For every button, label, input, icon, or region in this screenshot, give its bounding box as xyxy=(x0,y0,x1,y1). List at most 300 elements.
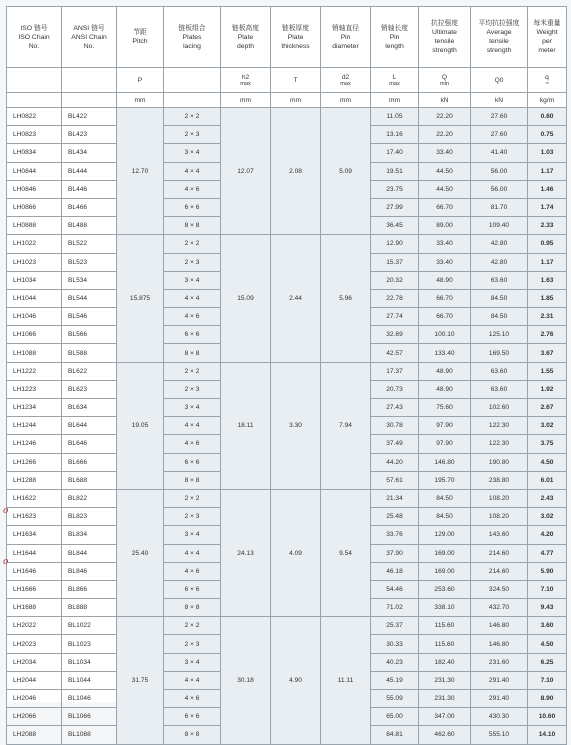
lacing-cell: 2 × 2 xyxy=(164,362,221,380)
weight-cell: 0.60 xyxy=(528,108,567,126)
weight-cell: 3.02 xyxy=(528,508,567,526)
pin-length-cell: 37.90 xyxy=(371,544,419,562)
ansi-chain-cell: BL534 xyxy=(62,271,117,289)
ansi-chain-cell: BL844 xyxy=(62,544,117,562)
weight-cell: 1.17 xyxy=(528,162,567,180)
lacing-cell: 4 × 4 xyxy=(164,544,221,562)
ansi-chain-cell: BL644 xyxy=(62,417,117,435)
pin-length-cell: 25.48 xyxy=(371,508,419,526)
unit-iso xyxy=(7,93,62,108)
weight-cell: 1.74 xyxy=(528,198,567,216)
pin-length-cell: 17.40 xyxy=(371,144,419,162)
average-strength-cell: 125.10 xyxy=(471,326,528,344)
average-strength-cell: 146.80 xyxy=(471,617,528,635)
lacing-cell: 4 × 4 xyxy=(164,417,221,435)
ultimate-strength-cell: 129.00 xyxy=(419,526,471,544)
ultimate-strength-cell: 66.70 xyxy=(419,308,471,326)
ansi-chain-cell: BL422 xyxy=(62,108,117,126)
header-weight: 每米重量 Weight per meter xyxy=(528,7,567,68)
lacing-cell: 4 × 4 xyxy=(164,671,221,689)
pin-length-cell: 20.32 xyxy=(371,271,419,289)
lacing-cell: 4 × 6 xyxy=(164,690,221,708)
weight-cell: 3.60 xyxy=(528,617,567,635)
weight-cell: 4.77 xyxy=(528,544,567,562)
weight-cell: 1.55 xyxy=(528,362,567,380)
average-strength-cell: 108.20 xyxy=(471,489,528,507)
average-strength-cell: 63.60 xyxy=(471,380,528,398)
unit-pitch: mm xyxy=(117,93,164,108)
leaf-chain-spec-table xyxy=(6,6,567,745)
lacing-cell: 3 × 4 xyxy=(164,144,221,162)
lacing-cell: 4 × 4 xyxy=(164,289,221,307)
pin-length-cell: 42.57 xyxy=(371,344,419,362)
pin-length-cell: 45.19 xyxy=(371,671,419,689)
plate-depth-cell: 24.13 xyxy=(221,489,271,616)
iso-chain-cell: LH1046 xyxy=(7,308,62,326)
iso-chain-cell: LH1034 xyxy=(7,271,62,289)
ultimate-strength-cell: 146.80 xyxy=(419,453,471,471)
ansi-chain-cell: BL646 xyxy=(62,435,117,453)
ultimate-strength-cell: 231.30 xyxy=(419,671,471,689)
ultimate-strength-cell: 195.70 xyxy=(419,471,471,489)
ansi-chain-cell: BL866 xyxy=(62,580,117,598)
plate-depth-cell: 15.09 xyxy=(221,235,271,362)
pitch-cell: 25.40 xyxy=(117,489,164,616)
ultimate-strength-cell: 133.40 xyxy=(419,344,471,362)
header-depth: 链板高度 Plate depth xyxy=(221,7,271,68)
ansi-chain-cell: BL544 xyxy=(62,289,117,307)
symbol-average: Q0 xyxy=(471,68,528,93)
ansi-chain-cell: BL588 xyxy=(62,344,117,362)
weight-cell: 6.25 xyxy=(528,653,567,671)
unit-ansi xyxy=(62,93,117,108)
symbol-thickness: T xyxy=(271,68,321,93)
ultimate-strength-cell: 231.30 xyxy=(419,690,471,708)
header-row-titles xyxy=(7,7,567,68)
ultimate-strength-cell: 84.50 xyxy=(419,508,471,526)
ultimate-strength-cell: 48.90 xyxy=(419,380,471,398)
ansi-chain-cell: BL1023 xyxy=(62,635,117,653)
weight-cell: 7.10 xyxy=(528,671,567,689)
average-strength-cell: 291.40 xyxy=(471,671,528,689)
plate-depth-cell: 18.11 xyxy=(221,362,271,489)
pin-length-cell: 27.99 xyxy=(371,198,419,216)
average-strength-cell: 122.30 xyxy=(471,417,528,435)
ansi-chain-cell: BL834 xyxy=(62,526,117,544)
weight-cell: 1.46 xyxy=(528,180,567,198)
average-strength-cell: 108.20 xyxy=(471,508,528,526)
weight-cell: 1.17 xyxy=(528,253,567,271)
ultimate-strength-cell: 115.60 xyxy=(419,617,471,635)
iso-chain-cell: LH1666 xyxy=(7,580,62,598)
lacing-cell: 4 × 6 xyxy=(164,308,221,326)
pin-length-cell: 12.90 xyxy=(371,235,419,253)
weight-cell: 4.50 xyxy=(528,453,567,471)
ansi-chain-cell: BL1066 xyxy=(62,708,117,726)
ultimate-strength-cell: 44.50 xyxy=(419,180,471,198)
header-pitch: 节距 Pitch xyxy=(117,7,164,68)
unit-thickness: mm xyxy=(271,93,321,108)
iso-chain-cell: LH0834 xyxy=(7,144,62,162)
ultimate-strength-cell: 97.90 xyxy=(419,435,471,453)
average-strength-cell: 146.80 xyxy=(471,635,528,653)
plate-thickness-cell: 2.08 xyxy=(271,108,321,235)
pin-length-cell: 54.46 xyxy=(371,580,419,598)
ansi-chain-cell: BL1044 xyxy=(62,671,117,689)
weight-cell: 14.10 xyxy=(528,726,567,744)
iso-chain-cell: LH1022 xyxy=(7,235,62,253)
iso-chain-cell: LH2022 xyxy=(7,617,62,635)
average-strength-cell: 214.60 xyxy=(471,544,528,562)
lacing-cell: 4 × 6 xyxy=(164,562,221,580)
ultimate-strength-cell: 75.60 xyxy=(419,399,471,417)
iso-chain-cell: LH1244 xyxy=(7,417,62,435)
pin-length-cell: 37.49 xyxy=(371,435,419,453)
ansi-chain-cell: BL466 xyxy=(62,198,117,216)
pin-diameter-cell: 5.09 xyxy=(321,108,371,235)
pin-length-cell: 65.00 xyxy=(371,708,419,726)
weight-cell: 0.75 xyxy=(528,126,567,144)
symbol-lacing xyxy=(164,68,221,93)
ansi-chain-cell: BL622 xyxy=(62,362,117,380)
ultimate-strength-cell: 115.60 xyxy=(419,635,471,653)
average-strength-cell: 27.60 xyxy=(471,108,528,126)
iso-chain-cell: LH2044 xyxy=(7,671,62,689)
ultimate-strength-cell: 462.60 xyxy=(419,726,471,744)
lacing-cell: 6 × 6 xyxy=(164,453,221,471)
ultimate-strength-cell: 338.10 xyxy=(419,599,471,617)
weight-cell: 1.85 xyxy=(528,289,567,307)
lacing-cell: 2 × 2 xyxy=(164,108,221,126)
average-strength-cell: 56.00 xyxy=(471,162,528,180)
ansi-chain-cell: BL1046 xyxy=(62,690,117,708)
lacing-cell: 3 × 4 xyxy=(164,271,221,289)
iso-chain-cell: LH0823 xyxy=(7,126,62,144)
weight-cell: 2.76 xyxy=(528,326,567,344)
weight-cell: 3.75 xyxy=(528,435,567,453)
average-strength-cell: 102.60 xyxy=(471,399,528,417)
average-strength-cell: 238.80 xyxy=(471,471,528,489)
iso-chain-cell: LH2023 xyxy=(7,635,62,653)
average-strength-cell: 56.00 xyxy=(471,180,528,198)
pin-length-cell: 57.61 xyxy=(371,471,419,489)
header-iso: ISO 链号 ISO Chain No. xyxy=(7,7,62,68)
weight-cell: 8.90 xyxy=(528,690,567,708)
pin-length-cell: 30.33 xyxy=(371,635,419,653)
pin-diameter-cell: 9.54 xyxy=(321,489,371,616)
lacing-cell: 2 × 3 xyxy=(164,380,221,398)
iso-chain-cell: LH1066 xyxy=(7,326,62,344)
pin-length-cell: 32.69 xyxy=(371,326,419,344)
lacing-cell: 2 × 2 xyxy=(164,617,221,635)
weight-cell: 10.60 xyxy=(528,708,567,726)
pin-length-cell: 17.37 xyxy=(371,362,419,380)
weight-cell: 7.10 xyxy=(528,580,567,598)
ansi-chain-cell: BL666 xyxy=(62,453,117,471)
average-strength-cell: 214.60 xyxy=(471,562,528,580)
lacing-cell: 8 × 8 xyxy=(164,217,221,235)
iso-chain-cell: LH1644 xyxy=(7,544,62,562)
unit-average: kN xyxy=(471,93,528,108)
lacing-cell: 6 × 6 xyxy=(164,198,221,216)
ansi-chain-cell: BL523 xyxy=(62,253,117,271)
ansi-chain-cell: BL1088 xyxy=(62,726,117,744)
iso-chain-cell: LH1246 xyxy=(7,435,62,453)
ansi-chain-cell: BL623 xyxy=(62,380,117,398)
iso-chain-cell: LH1688 xyxy=(7,599,62,617)
weight-cell: 0.95 xyxy=(528,235,567,253)
pin-diameter-cell: 7.94 xyxy=(321,362,371,489)
weight-cell: 1.92 xyxy=(528,380,567,398)
ultimate-strength-cell: 253.60 xyxy=(419,580,471,598)
lacing-cell: 4 × 6 xyxy=(164,435,221,453)
lacing-cell: 2 × 2 xyxy=(164,235,221,253)
iso-chain-cell: LH1288 xyxy=(7,471,62,489)
average-strength-cell: 63.60 xyxy=(471,362,528,380)
pin-length-cell: 44.20 xyxy=(371,453,419,471)
iso-chain-cell: LH2088 xyxy=(7,726,62,744)
pin-length-cell: 33.76 xyxy=(371,526,419,544)
handwritten-mark-1: o xyxy=(3,506,9,516)
plate-thickness-cell: 2.44 xyxy=(271,235,321,362)
pin-diameter-cell: 11.11 xyxy=(321,617,371,744)
weight-cell: 2.33 xyxy=(528,217,567,235)
unit-depth: mm xyxy=(221,93,271,108)
weight-cell: 1.03 xyxy=(528,144,567,162)
weight-cell: 3.67 xyxy=(528,344,567,362)
header-length: 销轴长度 Pin length xyxy=(371,7,419,68)
symbol-weight: q ≈ xyxy=(528,68,567,93)
iso-chain-cell: LH0846 xyxy=(7,180,62,198)
weight-cell: 9.43 xyxy=(528,599,567,617)
pitch-cell: 15.875 xyxy=(117,235,164,362)
table-row xyxy=(7,108,567,126)
pin-length-cell: 30.78 xyxy=(371,417,419,435)
iso-chain-cell: LH1646 xyxy=(7,562,62,580)
weight-cell: 3.02 xyxy=(528,417,567,435)
plate-thickness-cell: 4.90 xyxy=(271,617,321,744)
average-strength-cell: 432.70 xyxy=(471,599,528,617)
average-strength-cell: 169.50 xyxy=(471,344,528,362)
lacing-cell: 8 × 8 xyxy=(164,599,221,617)
lacing-cell: 8 × 8 xyxy=(164,726,221,744)
plate-depth-cell: 12.07 xyxy=(221,108,271,235)
average-strength-cell: 291.40 xyxy=(471,690,528,708)
iso-chain-cell: LH0844 xyxy=(7,162,62,180)
average-strength-cell: 555.10 xyxy=(471,726,528,744)
spec-sheet xyxy=(3,6,566,739)
ansi-chain-cell: BL434 xyxy=(62,144,117,162)
iso-chain-cell: LH2066 xyxy=(7,708,62,726)
header-row-units xyxy=(7,93,567,108)
average-strength-cell: 81.70 xyxy=(471,198,528,216)
average-strength-cell: 84.50 xyxy=(471,289,528,307)
handwritten-mark-2: o xyxy=(3,557,9,567)
iso-chain-cell: LH1623 xyxy=(7,508,62,526)
iso-chain-cell: LH1088 xyxy=(7,344,62,362)
average-strength-cell: 84.50 xyxy=(471,308,528,326)
iso-chain-cell: LH1634 xyxy=(7,526,62,544)
pin-length-cell: 21.34 xyxy=(371,489,419,507)
plate-thickness-cell: 3.30 xyxy=(271,362,321,489)
pin-length-cell: 19.51 xyxy=(371,162,419,180)
iso-chain-cell: LH1234 xyxy=(7,399,62,417)
ultimate-strength-cell: 97.90 xyxy=(419,417,471,435)
lacing-cell: 6 × 6 xyxy=(164,326,221,344)
weight-cell: 1.63 xyxy=(528,271,567,289)
ultimate-strength-cell: 169.00 xyxy=(419,562,471,580)
ansi-chain-cell: BL446 xyxy=(62,180,117,198)
iso-chain-cell: LH1222 xyxy=(7,362,62,380)
ultimate-strength-cell: 48.90 xyxy=(419,271,471,289)
ansi-chain-cell: BL488 xyxy=(62,217,117,235)
pitch-cell: 31.75 xyxy=(117,617,164,744)
header-ansi: ANSI 链号 ANSI Chain No. xyxy=(62,7,117,68)
average-strength-cell: 42.80 xyxy=(471,235,528,253)
table-row xyxy=(7,235,567,253)
pin-length-cell: 40.23 xyxy=(371,653,419,671)
lacing-cell: 6 × 6 xyxy=(164,580,221,598)
iso-chain-cell: LH2046 xyxy=(7,690,62,708)
ansi-chain-cell: BL846 xyxy=(62,562,117,580)
pin-length-cell: 22.78 xyxy=(371,289,419,307)
pin-length-cell: 25.37 xyxy=(371,617,419,635)
unit-diameter: mm xyxy=(321,93,371,108)
lacing-cell: 2 × 2 xyxy=(164,489,221,507)
weight-cell: 4.20 xyxy=(528,526,567,544)
ultimate-strength-cell: 44.50 xyxy=(419,162,471,180)
lacing-cell: 2 × 3 xyxy=(164,508,221,526)
symbol-pitch: P xyxy=(117,68,164,93)
ultimate-strength-cell: 66.70 xyxy=(419,198,471,216)
plate-depth-cell: 30.18 xyxy=(221,617,271,744)
weight-cell: 2.31 xyxy=(528,308,567,326)
iso-chain-cell: LH2034 xyxy=(7,653,62,671)
ultimate-strength-cell: 22.20 xyxy=(419,126,471,144)
lacing-cell: 2 × 3 xyxy=(164,635,221,653)
header-row-symbols xyxy=(7,68,567,93)
pin-length-cell: 55.09 xyxy=(371,690,419,708)
lacing-cell: 6 × 6 xyxy=(164,708,221,726)
average-strength-cell: 42.80 xyxy=(471,253,528,271)
average-strength-cell: 122.30 xyxy=(471,435,528,453)
iso-chain-cell: LH1622 xyxy=(7,489,62,507)
average-strength-cell: 27.60 xyxy=(471,126,528,144)
ansi-chain-cell: BL1022 xyxy=(62,617,117,635)
unit-lacing xyxy=(164,93,221,108)
unit-ultimate: kN xyxy=(419,93,471,108)
header-ultimate: 抗拉强度 Ultimate tensile strength xyxy=(419,7,471,68)
ultimate-strength-cell: 33.40 xyxy=(419,235,471,253)
iso-chain-cell: LH0866 xyxy=(7,198,62,216)
weight-cell: 2.43 xyxy=(528,489,567,507)
ultimate-strength-cell: 66.70 xyxy=(419,289,471,307)
pitch-cell: 19.05 xyxy=(117,362,164,489)
weight-cell: 6.01 xyxy=(528,471,567,489)
pin-length-cell: 27.74 xyxy=(371,308,419,326)
header-diameter: 销轴直径 Pin diameter xyxy=(321,7,371,68)
table-row xyxy=(7,617,567,635)
iso-chain-cell: LH0888 xyxy=(7,217,62,235)
average-strength-cell: 109.40 xyxy=(471,217,528,235)
lacing-cell: 2 × 3 xyxy=(164,126,221,144)
ultimate-strength-cell: 84.50 xyxy=(419,489,471,507)
ultimate-strength-cell: 48.90 xyxy=(419,362,471,380)
pin-length-cell: 15.37 xyxy=(371,253,419,271)
ansi-chain-cell: BL688 xyxy=(62,471,117,489)
average-strength-cell: 190.80 xyxy=(471,453,528,471)
ultimate-strength-cell: 100.10 xyxy=(419,326,471,344)
lacing-cell: 8 × 8 xyxy=(164,471,221,489)
average-strength-cell: 63.60 xyxy=(471,271,528,289)
ansi-chain-cell: BL546 xyxy=(62,308,117,326)
average-strength-cell: 324.50 xyxy=(471,580,528,598)
ultimate-strength-cell: 33.40 xyxy=(419,144,471,162)
lacing-cell: 3 × 4 xyxy=(164,399,221,417)
pin-diameter-cell: 5.96 xyxy=(321,235,371,362)
iso-chain-cell: LH0822 xyxy=(7,108,62,126)
ansi-chain-cell: BL1034 xyxy=(62,653,117,671)
ultimate-strength-cell: 89.00 xyxy=(419,217,471,235)
ansi-chain-cell: BL822 xyxy=(62,489,117,507)
pin-length-cell: 71.02 xyxy=(371,599,419,617)
lacing-cell: 4 × 4 xyxy=(164,162,221,180)
pin-length-cell: 27.43 xyxy=(371,399,419,417)
ultimate-strength-cell: 22.20 xyxy=(419,108,471,126)
header-average: 平均抗拉强度 Average tensile strength xyxy=(471,7,528,68)
ansi-chain-cell: BL522 xyxy=(62,235,117,253)
symbol-ultimate: Q min xyxy=(419,68,471,93)
symbol-length: L max xyxy=(371,68,419,93)
average-strength-cell: 430.30 xyxy=(471,708,528,726)
symbol-diameter: d2 max xyxy=(321,68,371,93)
lacing-cell: 8 × 8 xyxy=(164,344,221,362)
average-strength-cell: 231.60 xyxy=(471,653,528,671)
lacing-cell: 2 × 3 xyxy=(164,253,221,271)
iso-chain-cell: LH1266 xyxy=(7,453,62,471)
ultimate-strength-cell: 182.40 xyxy=(419,653,471,671)
pitch-cell: 12.70 xyxy=(117,108,164,235)
iso-chain-cell: LH1223 xyxy=(7,380,62,398)
weight-cell: 5.90 xyxy=(528,562,567,580)
ansi-chain-cell: BL888 xyxy=(62,599,117,617)
ultimate-strength-cell: 33.40 xyxy=(419,253,471,271)
ansi-chain-cell: BL634 xyxy=(62,399,117,417)
ultimate-strength-cell: 347.00 xyxy=(419,708,471,726)
pin-length-cell: 23.75 xyxy=(371,180,419,198)
table-body xyxy=(7,108,567,745)
pin-length-cell: 36.45 xyxy=(371,217,419,235)
unit-weight: kg/m xyxy=(528,93,567,108)
weight-cell: 2.67 xyxy=(528,399,567,417)
iso-chain-cell: LH1023 xyxy=(7,253,62,271)
average-strength-cell: 143.60 xyxy=(471,526,528,544)
ansi-chain-cell: BL444 xyxy=(62,162,117,180)
ansi-chain-cell: BL823 xyxy=(62,508,117,526)
symbol-ansi xyxy=(62,68,117,93)
table-row xyxy=(7,362,567,380)
ansi-chain-cell: BL423 xyxy=(62,126,117,144)
lacing-cell: 3 × 4 xyxy=(164,526,221,544)
iso-chain-cell: LH1044 xyxy=(7,289,62,307)
plate-thickness-cell: 4.09 xyxy=(271,489,321,616)
ultimate-strength-cell: 169.00 xyxy=(419,544,471,562)
lacing-cell: 4 × 6 xyxy=(164,180,221,198)
pin-length-cell: 13.16 xyxy=(371,126,419,144)
table-row xyxy=(7,489,567,507)
pin-length-cell: 46.18 xyxy=(371,562,419,580)
pin-length-cell: 84.81 xyxy=(371,726,419,744)
